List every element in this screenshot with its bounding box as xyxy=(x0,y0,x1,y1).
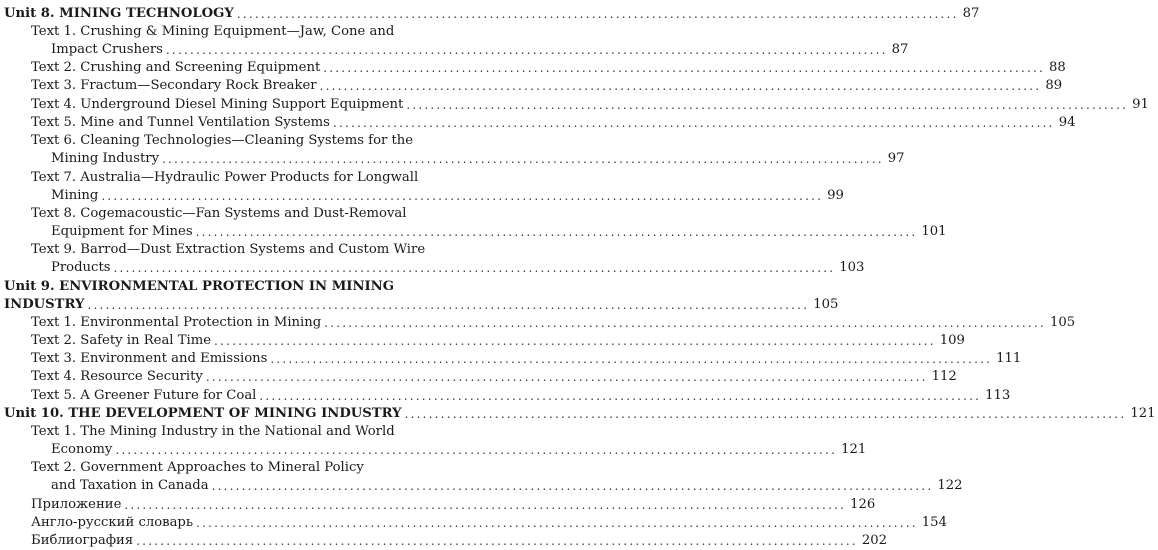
toc-entry xyxy=(0,220,947,239)
toc-entry-title: Text 7. Australia—Hydraulic Power Products for Longwall xyxy=(31,169,419,185)
toc-entry xyxy=(0,438,867,457)
toc-page-number: 154 xyxy=(921,514,947,530)
toc-page-number: 88 xyxy=(1049,59,1066,75)
toc-page-number: 89 xyxy=(1045,77,1063,93)
toc-page-number: 103 xyxy=(839,259,865,275)
toc-entry-title: Text 2. Safety in Real Time xyxy=(31,332,212,348)
toc-entry xyxy=(0,456,449,474)
toc-page-number: 126 xyxy=(850,496,876,512)
toc-entry-title: Text 3. Environment and Emissions xyxy=(31,350,268,366)
dot-leader: ........................................................................................................................ xyxy=(195,225,918,239)
toc-entry xyxy=(0,329,965,348)
toc-page-number: 99 xyxy=(827,187,844,203)
toc-entry xyxy=(0,256,865,275)
toc-entry-title: Products xyxy=(51,259,111,275)
dot-leader: ........................................................................................................................ xyxy=(214,334,936,348)
dot-leader: ........................................................................................................................ xyxy=(165,43,888,57)
dot-leader: ........................................................................................................................ xyxy=(324,316,1046,330)
toc-entry xyxy=(0,365,957,384)
toc-entry-title: Text 5. Mine and Tunnel Ventilation Systems xyxy=(31,114,330,130)
dot-leader: ........................................................................................................................ xyxy=(113,261,836,275)
toc-page-number: 94 xyxy=(1058,114,1076,130)
toc-entry-title: Text 9. Barrod—Dust Extraction Systems and Custom Wire xyxy=(31,241,426,257)
dot-leader: ........................................................................................................................ xyxy=(406,98,1129,112)
dot-leader: ........................................................................................................................ xyxy=(332,116,1055,130)
toc-entry xyxy=(0,511,947,530)
dot-leader: ........................................................................................................................ xyxy=(270,352,993,366)
toc-entry xyxy=(0,166,449,184)
toc-entry-title: Text 1. Crushing & Mining Equipment—Jaw, Cone and xyxy=(31,23,395,39)
toc-page-number: 105 xyxy=(1049,314,1076,330)
toc-entry xyxy=(0,38,909,57)
toc-entry xyxy=(0,74,1063,93)
toc-page-number: 121 xyxy=(1130,405,1156,421)
toc-page-number: 111 xyxy=(996,350,1022,366)
toc-entry xyxy=(0,184,844,203)
toc-entry xyxy=(0,493,876,512)
toc-entry-title: Impact Crushers xyxy=(51,41,163,57)
toc-entry xyxy=(0,202,449,220)
dot-leader: ........................................................................................................................ xyxy=(196,516,918,530)
toc-entry xyxy=(0,311,1076,330)
toc-entry-title: Unit 9. ENVIRONMENTAL PROTECTION IN MINING xyxy=(4,278,394,294)
toc-entry-title: Mining Industry xyxy=(51,150,160,166)
toc-entry-title: Text 1. Environmental Protection in Mining xyxy=(31,314,322,330)
toc-entry-title: INDUSTRY xyxy=(4,296,85,312)
dot-leader: ........................................................................................................................ xyxy=(319,79,1042,93)
dot-leader: ........................................................................................................................ xyxy=(323,61,1045,75)
toc-page-number: 122 xyxy=(937,477,963,493)
toc-entry xyxy=(0,347,1022,366)
toc-page-number: 113 xyxy=(985,387,1011,403)
dot-leader: ........................................................................................................................ xyxy=(236,7,959,21)
toc-entry xyxy=(0,56,1066,75)
toc-page-number: 101 xyxy=(921,223,947,239)
dot-leader: ........................................................................................................................ xyxy=(115,443,838,457)
toc-entry-title: Equipment for Mines xyxy=(51,223,193,239)
toc-entry xyxy=(0,20,449,38)
toc-entry-title: Text 3. Fractum—Secondary Rock Breaker xyxy=(31,77,317,93)
dot-leader: ........................................................................................................................ xyxy=(205,370,928,384)
toc-entry-title: Text 6. Cleaning Technologies—Cleaning Systems for the xyxy=(31,132,414,148)
toc-page-number: 202 xyxy=(861,532,888,548)
toc-entry-title: Mining xyxy=(51,187,99,203)
toc-page-number: 112 xyxy=(931,368,957,384)
toc-entry xyxy=(0,384,1011,403)
toc-entry-title: Библиография xyxy=(31,532,134,548)
toc-page-number: 97 xyxy=(887,150,905,166)
dot-leader: ........................................................................................................................ xyxy=(101,189,824,203)
toc-entry xyxy=(0,238,449,256)
toc-entry-title: Text 1. The Mining Industry in the National and World xyxy=(31,423,395,439)
toc-entry xyxy=(0,129,449,147)
toc-entry xyxy=(0,529,888,548)
toc-entry-title: Unit 8. MINING TECHNOLOGY xyxy=(4,5,234,21)
toc-entry xyxy=(0,420,449,438)
dot-leader: ........................................................................................................................ xyxy=(259,389,982,403)
dot-leader: ........................................................................................................................ xyxy=(136,534,858,548)
toc-entry-title: Англо-русский словарь xyxy=(31,514,194,530)
toc-unit-entry xyxy=(0,293,839,312)
toc-page-number: 105 xyxy=(813,296,839,312)
toc-page-number: 109 xyxy=(939,332,965,348)
dot-leader: ........................................................................................................................ xyxy=(211,479,934,493)
dot-leader: ........................................................................................................................ xyxy=(404,407,1127,421)
toc-entry-title: Text 2. Crushing and Screening Equipment xyxy=(31,59,321,75)
toc-entry-title: Приложение xyxy=(31,496,122,512)
toc-entry-title: Text 2. Government Approaches to Mineral Policy xyxy=(31,459,364,475)
toc-entry-title: Text 8. Cogemacoustic—Fan Systems and Dust-Removal xyxy=(31,205,407,221)
toc-page-number: 91 xyxy=(1132,96,1149,112)
toc-page-number: 87 xyxy=(962,5,980,21)
toc-entry xyxy=(0,93,1149,112)
toc-unit-entry xyxy=(0,402,1156,421)
toc-unit-entry xyxy=(0,275,449,293)
toc-page-number: 87 xyxy=(891,41,909,57)
toc-entry-title: Economy xyxy=(51,441,113,457)
dot-leader: ........................................................................................................................ xyxy=(162,152,884,166)
toc-entry xyxy=(0,147,905,166)
toc-entry-title: Unit 10. THE DEVELOPMENT OF MINING INDUSTRY xyxy=(4,405,402,421)
toc-page-number: 121 xyxy=(841,441,867,457)
toc-entry-title: Text 4. Underground Diesel Mining Support Equipment xyxy=(31,96,404,112)
dot-leader: ........................................................................................................................ xyxy=(87,298,810,312)
toc-entry-title: Text 5. A Greener Future for Coal xyxy=(31,387,257,403)
toc-unit-entry xyxy=(0,2,980,21)
toc-entry-title: Text 4. Resource Security xyxy=(31,368,203,384)
toc-entry-title: and Taxation in Canada xyxy=(51,477,209,493)
toc-entry xyxy=(0,474,963,493)
dot-leader: ........................................................................................................................ xyxy=(124,498,847,512)
toc-entry xyxy=(0,111,1076,130)
